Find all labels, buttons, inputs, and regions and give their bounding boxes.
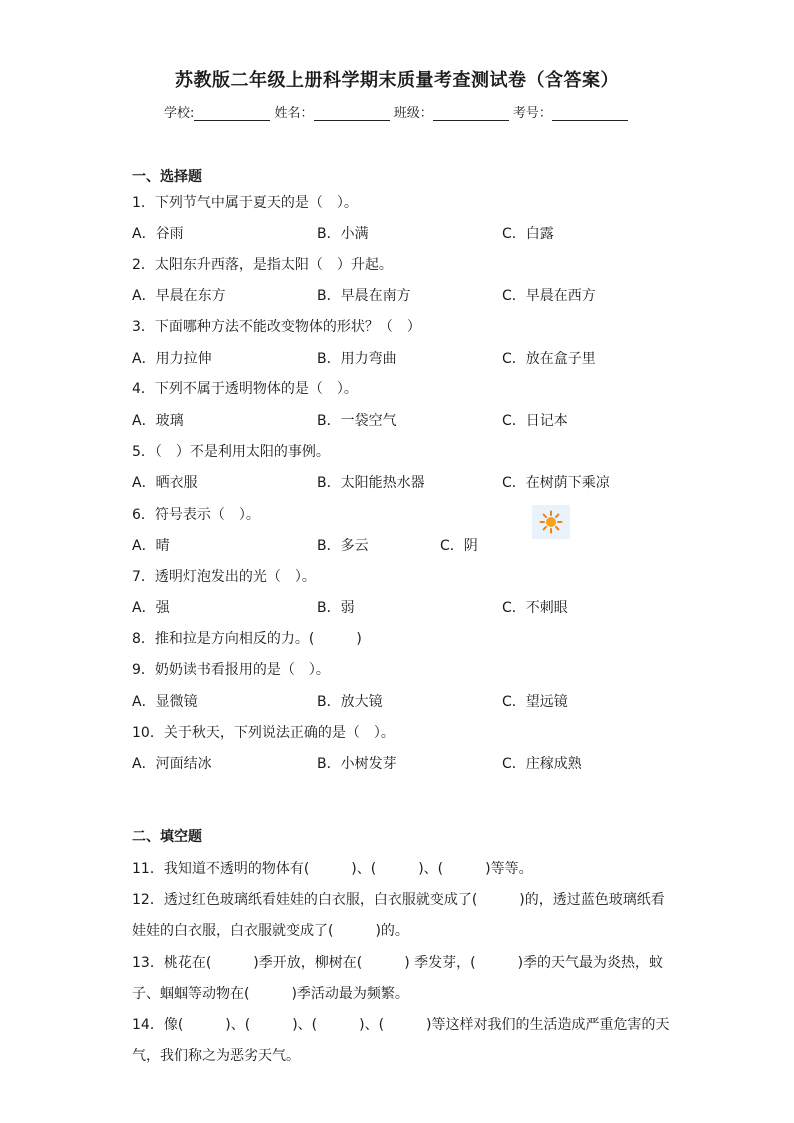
option-c: C．阴 — [440, 538, 478, 554]
question-stem: 1．下列节气中属于夏天的是（ ）。 — [132, 195, 358, 211]
option-a: A．晒衣服 — [132, 475, 198, 491]
option-a: A．强 — [132, 600, 170, 616]
option-a: A．河面结冰 — [132, 756, 212, 772]
option-b: B．太阳能热水器 — [317, 475, 425, 491]
page-title: 苏教版二年级上册科学期末质量考查测试卷（含答案） — [175, 70, 619, 91]
option-b: B．放大镜 — [317, 694, 383, 710]
option-c: C．早晨在西方 — [502, 288, 596, 304]
option-a: A．早晨在东方 — [132, 288, 226, 304]
option-c: C．在树荫下乘凉 — [502, 475, 610, 491]
option-b: B．用力弯曲 — [317, 351, 397, 367]
option-a: A．谷雨 — [132, 226, 184, 242]
fill-line: 12．透过红色玻璃纸看娃娃的白衣服，白衣服就变成了( )的，透过蓝色玻璃纸看 — [132, 892, 665, 908]
option-c: C．放在盒子里 — [502, 351, 596, 367]
option-b: B．小树发芽 — [317, 756, 397, 772]
fill-line: 娃娃的白衣服，白衣服就变成了( )的。 — [132, 923, 409, 939]
fill-line: 14．像( )、( )、( )、( )等这样对我们的生活造成严重危害的天 — [132, 1017, 670, 1033]
question-stem: 6．符号表示（ ）。 — [132, 507, 260, 523]
question-stem: 5．（ ）不是利用太阳的事例。 — [132, 444, 330, 460]
question-stem: 4．下列不属于透明物体的是（ ）。 — [132, 381, 358, 397]
option-b: B．一袋空气 — [317, 413, 397, 429]
student-info-row — [164, 102, 628, 121]
question-stem: 9．奶奶读书看报用的是（ ）。 — [132, 662, 330, 678]
name-label: 姓名： — [274, 106, 314, 121]
option-b: B．早晨在南方 — [317, 288, 411, 304]
school-label: 学校: — [164, 106, 195, 121]
option-c: C．庄稼成熟 — [502, 756, 582, 772]
fill-line: 11．我知道不透明的物体有( )、( )、( )等等。 — [132, 861, 533, 877]
question-stem: 10．关于秋天，下列说法正确的是（ ）。 — [132, 725, 395, 741]
question-stem: 2．太阳东升西落，是指太阳（ ）升起。 — [132, 257, 393, 273]
option-b: B．小满 — [317, 226, 369, 242]
question-stem: 7．透明灯泡发出的光（ ）。 — [132, 569, 316, 585]
exam-no-blank[interactable] — [552, 106, 628, 121]
option-c: C．白露 — [502, 226, 554, 242]
option-a: A．玻璃 — [132, 413, 184, 429]
class-blank[interactable] — [433, 106, 509, 121]
option-a: A．晴 — [132, 538, 170, 554]
weather-symbol — [532, 505, 570, 539]
fill-line: 气，我们称之为恶劣天气。 — [132, 1048, 300, 1064]
sun-icon — [539, 510, 563, 534]
option-b: B．弱 — [317, 600, 355, 616]
option-b: B．多云 — [317, 538, 369, 554]
school-blank[interactable] — [194, 106, 270, 121]
class-label: 班级： — [393, 106, 433, 121]
option-c: C．望远镜 — [502, 694, 568, 710]
option-c: C．日记本 — [502, 413, 568, 429]
option-a: A．用力拉伸 — [132, 351, 212, 367]
question-stem: 8．推和拉是方向相反的力。( ) — [132, 631, 362, 647]
section-heading-fill: 二、填空题 — [132, 829, 202, 845]
question-stem: 3．下面哪种方法不能改变物体的形状？（ ） — [132, 319, 421, 335]
option-c: C．不刺眼 — [502, 600, 568, 616]
fill-line: 13．桃花在( )季开放，柳树在( ) 季发芽，( )季的天气最为炎热，蚊 — [132, 955, 664, 971]
fill-line: 子、蝈蝈等动物在( )季活动最为频繁。 — [132, 986, 409, 1002]
option-a: A．显微镜 — [132, 694, 198, 710]
section-heading-choice: 一、选择题 — [132, 169, 202, 185]
name-blank[interactable] — [314, 106, 390, 121]
exam-no-label: 考号： — [512, 106, 552, 121]
